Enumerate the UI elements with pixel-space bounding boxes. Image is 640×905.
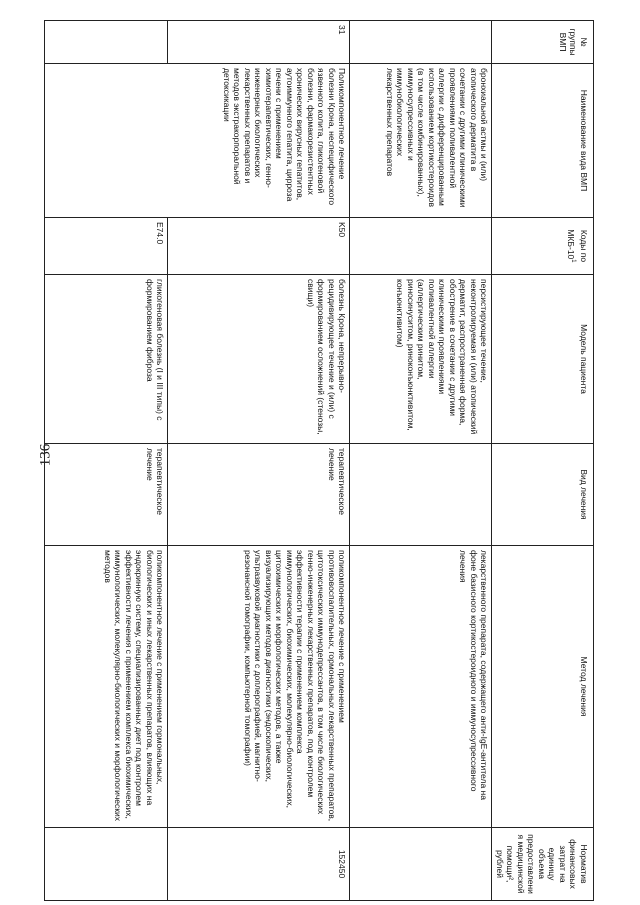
- cell-vmp-name: Поликомпонентное лечение болезни Крона, неспецифического язвенного колита, гликогеновой болезни, фармакорезистентных хронических вирусных гепатитов, аутоиммунного гепатита, цирроза печени с применением химиотерапевтических, генно-инженерных биологических лекарственных препаратов и методов экстракорпоральной детоксикации: [45, 64, 351, 218]
- page-number: 136: [37, 443, 54, 467]
- cell-norm: [45, 828, 169, 901]
- cell-group-no: 31: [168, 21, 350, 64]
- cell-group-no: [350, 21, 492, 64]
- cell-treatment-type: [350, 444, 492, 546]
- cell-vmp-name: бронхиальной астмы и (или) атопического дерматита в сочетании с другими клиническими проявлениями поливалентной аллергии с дифференцированным использованием кортикостероидов (в том числе комбинированных), иммуносупрессивных и иммунобиологических лекарственных препаратов: [350, 64, 492, 218]
- cell-code: E74.0: [45, 218, 169, 275]
- header-treatment-method: Метод лечения: [492, 546, 594, 828]
- cell-norm: 152450: [168, 828, 350, 901]
- header-norm: Норматив финансовых затрат на единицу объема предоставления медицинской помощи², рублей: [492, 828, 594, 901]
- cell-code: K50: [168, 218, 350, 275]
- cell-patient-model: гликогеновая болезнь (I и III типы) с формированием фиброза: [45, 275, 169, 444]
- cell-treatment-type: терапевтическое лечение: [168, 444, 350, 546]
- cell-treatment-method: поликомпонентное лечение с применением противовоспалительных, гормональных лекарственных препаратов, цитотоксических иммунодепрессантов, в том числе биологических генно-инженерных лекарственных препаратов, под контролем эффективности терапии с применением комплекса иммунологических, биохимических, молекулярно-биологических, цитохимических и морфологических методов, а также визуализирующих методов диагностики (эндоскопических, ультразвуковой диагностики с доплерографией, магнитно-резонансной томографии, компьютерной томографии): [168, 546, 350, 828]
- header-group-no: № группы ВМП: [492, 21, 594, 64]
- cell-patient-model: болезнь Крона, непрерывно-рецидивирующее течение и (или) с формированием осложнений (стенозы, свищи): [168, 275, 350, 444]
- cell-norm: [350, 828, 492, 901]
- cell-treatment-method: лекарственного препарата, содержащего анти-IgE-антитела на фоне базисного кортикостероидного и иммуносупрессивного лечения: [350, 546, 492, 828]
- cell-treatment-type: терапевтическое лечение: [45, 444, 169, 546]
- cell-code: [350, 218, 492, 275]
- table-row: [168, 21, 350, 901]
- cell-group-no: [45, 21, 169, 64]
- header-patient-model: Модель пациента: [492, 275, 594, 444]
- table-row: [350, 21, 492, 901]
- vmp-table: [44, 20, 594, 901]
- header-codes: Коды по МКБ-$10^1$: [492, 218, 594, 275]
- cell-treatment-method: поликомпонентное лечение с применением гормональных, биологических и иных лекарственных препаратов, влияющих на эндокринную систему, специализированных диет под контролем эффективности лечения с применением комплекса биохимических, иммунологических, молекулярно-биологических и морфологических методов: [45, 546, 169, 828]
- header-vmp-name: Наименование вида ВМП: [492, 64, 594, 218]
- header-treatment-type: Вид лечения: [492, 444, 594, 546]
- cell-patient-model: персистирующее течение, неконтролируемая и (или) атопический дерматит, распространенная форма, обострение в сочетании с другими клиническими проявлениями поливалентной аллергии (аллергическим ринитом, риносинуситом, риноконъюнктивитом, конъюнктивитом): [350, 275, 492, 444]
- table-header-row: [492, 21, 594, 901]
